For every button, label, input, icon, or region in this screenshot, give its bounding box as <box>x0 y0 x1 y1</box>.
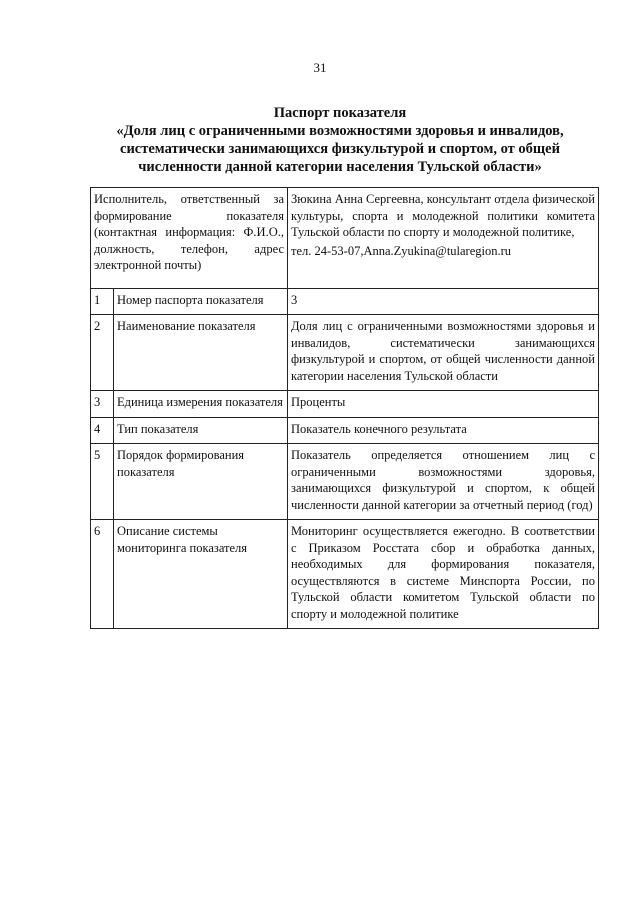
title-line-2: «Доля лиц с ограниченными возможностями здоровья и инвалидов, <box>116 123 564 139</box>
row-value: Показатель определяется отношением лиц с ограниченными возможностями здоровья, занимающихся физкультурой и спортом, к общей численности данной категории за отчетный период (год) <box>288 444 599 520</box>
executor-name: Зюкина Анна Сергеевна, консультант отдела физической культуры, спорта и молодежной политики комитета Тульской области по спорту и молодежной политике, <box>291 192 595 239</box>
executor-contacts: тел. 24-53-07,Anna.Zyukina@tularegion.ru <box>291 243 512 258</box>
row-value: Показатель конечного результата <box>288 417 599 444</box>
executor-value <box>288 188 599 289</box>
row-value: Мониторинг осуществляется ежегодно. В соответствии с Приказом Росстата сбор и обработка данных, необходимых для формирования показателя, осуществляются в системе Минспорта России, по Тульской области комитетом Тульской области по спорту и молодежной политике <box>288 520 599 629</box>
row-label: Описание системы мониторинга показателя <box>114 520 288 629</box>
row-number: 3 <box>91 391 114 418</box>
title-line-3: систематически занимающихся физкультурой и спортом, от общей <box>120 141 560 157</box>
table-row <box>91 315 599 391</box>
table-row <box>91 417 599 444</box>
row-number: 4 <box>91 417 114 444</box>
row-number: 6 <box>91 520 114 629</box>
passport-table <box>90 187 599 629</box>
executor-label: Исполнитель, ответственный за формирование показателя (контактная информация: Ф.И.О., должность, телефон, адрес электронной почты) <box>91 188 288 289</box>
row-label: Наименование показателя <box>114 315 288 391</box>
row-number: 5 <box>91 444 114 520</box>
executor-row <box>91 188 599 289</box>
title-line-4: численности данной категории населения Тульской области» <box>138 159 542 175</box>
row-value: Доля лиц с ограниченными возможностями здоровья и инвалидов, систематически занимающихся физкультурой и спортом, от общей численности данной категории населения Тульской области <box>288 315 599 391</box>
row-number: 2 <box>91 315 114 391</box>
row-value: 3 <box>288 288 599 315</box>
document-title <box>60 104 620 176</box>
title-line-1: Паспорт показателя <box>273 105 407 121</box>
row-value: Проценты <box>288 391 599 418</box>
row-label: Тип показателя <box>114 417 288 444</box>
table-row <box>91 520 599 629</box>
row-number: 1 <box>91 288 114 315</box>
row-label: Порядок формирования показателя <box>114 444 288 520</box>
table-row <box>91 288 599 315</box>
table-row <box>91 444 599 520</box>
page-number: 31 <box>313 60 327 75</box>
table-row <box>91 391 599 418</box>
row-label: Номер паспорта показателя <box>114 288 288 315</box>
row-label: Единица измерения показателя <box>114 391 288 418</box>
